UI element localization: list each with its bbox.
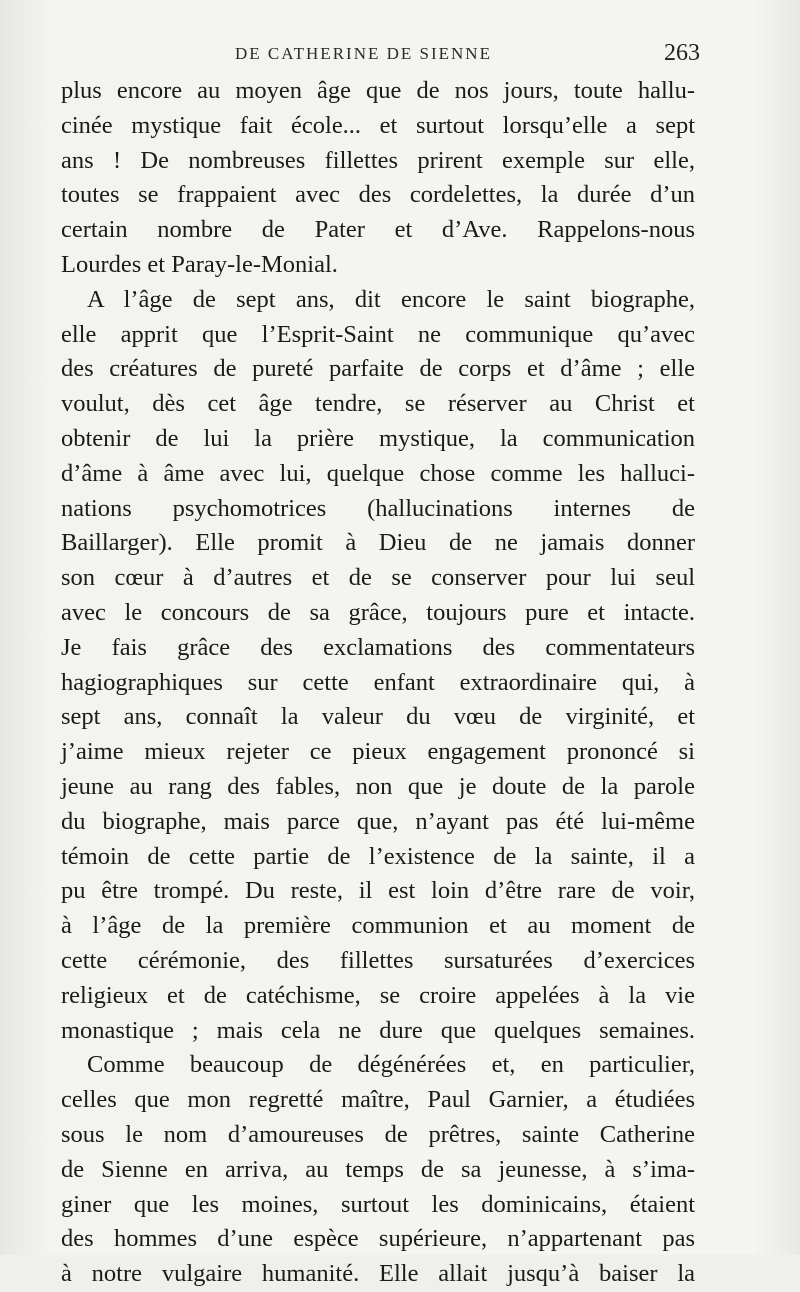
text-line: jeune au rang des fables, non que je doute de la parole xyxy=(61,772,695,800)
body-text xyxy=(61,74,695,1292)
text-line: Je fais grâce des exclamations des commentateurs xyxy=(61,633,695,661)
text-line: son cœur à d’autres et de se conserver pour lui seul xyxy=(61,564,695,592)
text-line: cinée mystique fait école... et surtout lorsqu’elle a sept xyxy=(61,111,695,139)
text-line: obtenir de lui la prière mystique, la communication xyxy=(61,424,695,452)
text-line: ans ! De nombreuses fillettes prirent exemple sur elle, xyxy=(61,146,695,174)
text-line: monastique ; mais cela ne dure que quelques semaines. xyxy=(61,1016,695,1044)
text-line: à l’âge de la première communion et au moment de xyxy=(61,912,695,940)
text-line: sept ans, connaît la valeur du vœu de virginité, et xyxy=(61,703,695,731)
text-line: hagiographiques sur cette enfant extraordinaire qui, à xyxy=(61,668,695,696)
page-number: 263 xyxy=(664,40,700,66)
text-line: A l’âge de sept ans, dit encore le saint biographe, xyxy=(87,285,695,313)
text-line: Comme beaucoup de dégénérées et, en particulier, xyxy=(87,1051,695,1079)
text-line: d’âme à âme avec lui, quelque chose comme les halluci- xyxy=(61,459,695,487)
text-line: elle apprit que l’Esprit-Saint ne communique qu’avec xyxy=(61,320,695,348)
text-line: plus encore au moyen âge que de nos jours, toute hallu- xyxy=(61,77,695,104)
text-line: religieux et de catéchisme, se croire appelées à la vie xyxy=(61,981,695,1009)
page-header xyxy=(60,42,700,72)
text-line: certain nombre de Pater et d’Ave. Rappelons-nous xyxy=(61,216,695,244)
running-title: DE CATHERINE DE SIENNE xyxy=(235,44,492,63)
text-line: avec le concours de sa grâce, toujours pure et intacte. xyxy=(61,598,695,626)
text-line: giner que les moines, surtout les dominicains, étaient xyxy=(61,1190,695,1218)
text-line: voulut, dès cet âge tendre, se réserver au Christ et xyxy=(61,390,695,418)
text-line: j’aime mieux rejeter ce pieux engagement prononcé si xyxy=(61,738,695,766)
text-line: de Sienne en arriva, au temps de sa jeunesse, à s’ima- xyxy=(61,1155,695,1183)
text-line: cette cérémonie, des fillettes sursaturées d’exercices xyxy=(61,946,695,974)
text-line: Baillarger). Elle promit à Dieu de ne jamais donner xyxy=(61,529,695,557)
text-line: du biographe, mais parce que, n’ayant pas été lui-même xyxy=(61,807,695,835)
text-line: témoin de cette partie de l’existence de la sainte, il a xyxy=(61,842,695,870)
text-line: pu être trompé. Du reste, il est loin d’être rare de voir, xyxy=(61,877,695,905)
text-line: des hommes d’une espèce supérieure, n’appartenant pas xyxy=(61,1225,695,1253)
text-line: celles que mon regretté maître, Paul Garnier, a étudiées xyxy=(61,1086,695,1114)
text-line: nations psychomotrices (hallucinations internes de xyxy=(61,494,695,522)
text-line: Lourdes et Paray-le-Monial. xyxy=(61,250,338,278)
text-line: toutes se frappaient avec des cordelettes, la durée d’un xyxy=(61,181,695,209)
text-line: sous le nom d’amoureuses de prêtres, sainte Catherine xyxy=(61,1120,695,1148)
text-line: à notre vulgaire humanité. Elle allait jusqu’à baiser la xyxy=(61,1260,695,1288)
text-line: des créatures de pureté parfaite de corps et d’âme ; elle xyxy=(61,355,695,383)
